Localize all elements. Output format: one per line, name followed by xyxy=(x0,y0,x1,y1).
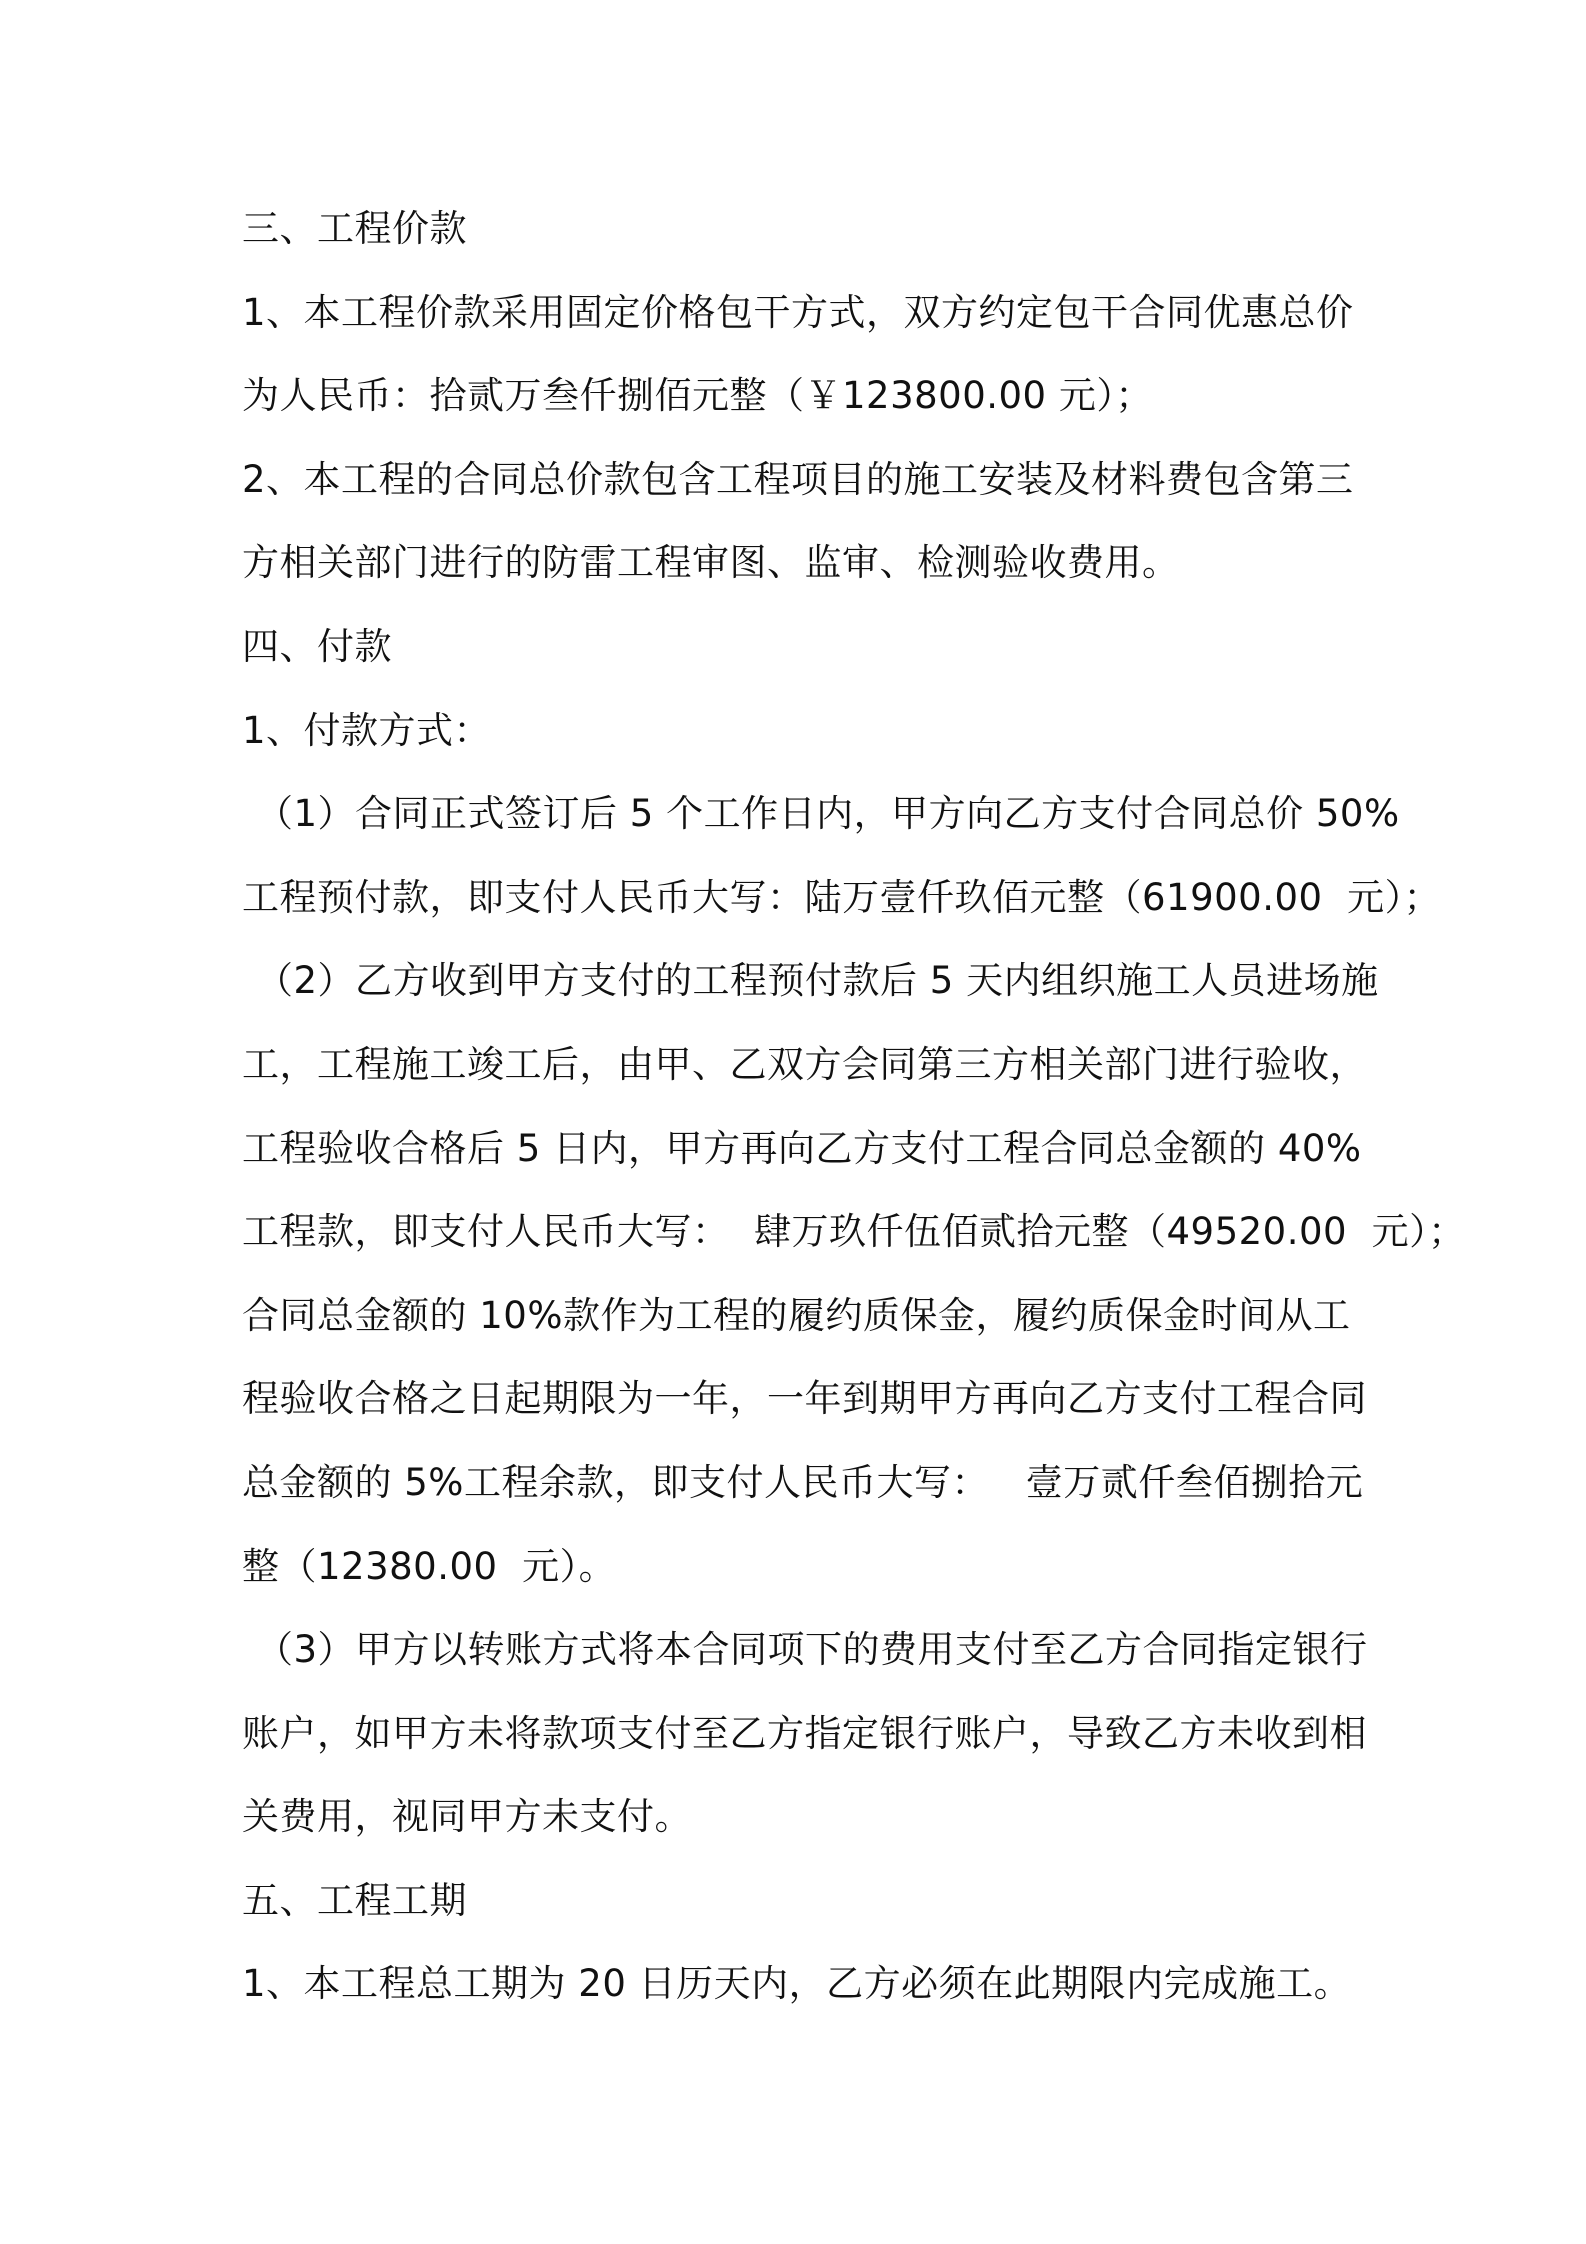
paragraph-line: 2、本工程的合同总价款包含工程项目的施工安装及材料费包含第三 xyxy=(242,457,1354,501)
section-heading: 四、付款 xyxy=(242,624,392,668)
paragraph-line: 工程款，即支付人民币大写： 肆万玖仟伍佰贰拾元整（49520.00 元）； xyxy=(242,1210,1466,1254)
paragraph-line: 工，工程施工竣工后，由甲、乙双方会同第三方相关部门进行验收， xyxy=(242,1042,1367,1086)
section-heading: 五、工程工期 xyxy=(242,1878,467,1922)
paragraph-line: 总金额的 5%工程余款，即支付人民币大写： 壹万贰仟叁佰捌拾元 xyxy=(242,1460,1364,1504)
paragraph-line: 为人民币：拾贰万叁仟捌佰元整（￥123800.00 元）； xyxy=(242,374,1153,418)
paragraph-line: 整（12380.00 元）。 xyxy=(242,1544,617,1588)
section-heading: 三、工程价款 xyxy=(242,207,467,250)
paragraph-line: 程验收合格之日起期限为一年，一年到期甲方再向乙方支付工程合同 xyxy=(242,1377,1367,1421)
paragraph-line: 1、付款方式： xyxy=(242,708,492,752)
contract-text xyxy=(242,198,1466,2037)
paragraph-line: 工程预付款，即支付人民币大写：陆万壹仟玖佰元整（61900.00 元）； xyxy=(242,875,1442,919)
paragraph-line: 合同总金额的 10%款作为工程的履约质保金，履约质保金时间从工 xyxy=(242,1293,1351,1337)
paragraph-line: 1、本工程总工期为 20 日历天内，乙方必须在此期限内完成施工。 xyxy=(242,1962,1352,2006)
paragraph-line: 方相关部门进行的防雷工程审图、监审、检测验收费用。 xyxy=(242,541,1180,585)
paragraph-line: 账户，如甲方未将款项支付至乙方指定银行账户，导致乙方未收到相 xyxy=(242,1711,1367,1755)
paragraph-line: （1）合同正式签订后 5 个工作日内，甲方向乙方支付合同总价 50% xyxy=(256,792,1400,836)
paragraph-line: （2）乙方收到甲方支付的工程预付款后 5 天内组织施工人员进场施 xyxy=(256,959,1379,1003)
paragraph-line: （3）甲方以转账方式将本合同项下的费用支付至乙方合同指定银行 xyxy=(256,1628,1368,1672)
paragraph-line: 关费用，视同甲方未支付。 xyxy=(242,1795,692,1839)
paragraph-line: 工程验收合格后 5 日内，甲方再向乙方支付工程合同总金额的 40% xyxy=(242,1126,1362,1170)
paragraph-line: 1、本工程价款采用固定价格包干方式，双方约定包干合同优惠总价 xyxy=(242,290,1354,334)
